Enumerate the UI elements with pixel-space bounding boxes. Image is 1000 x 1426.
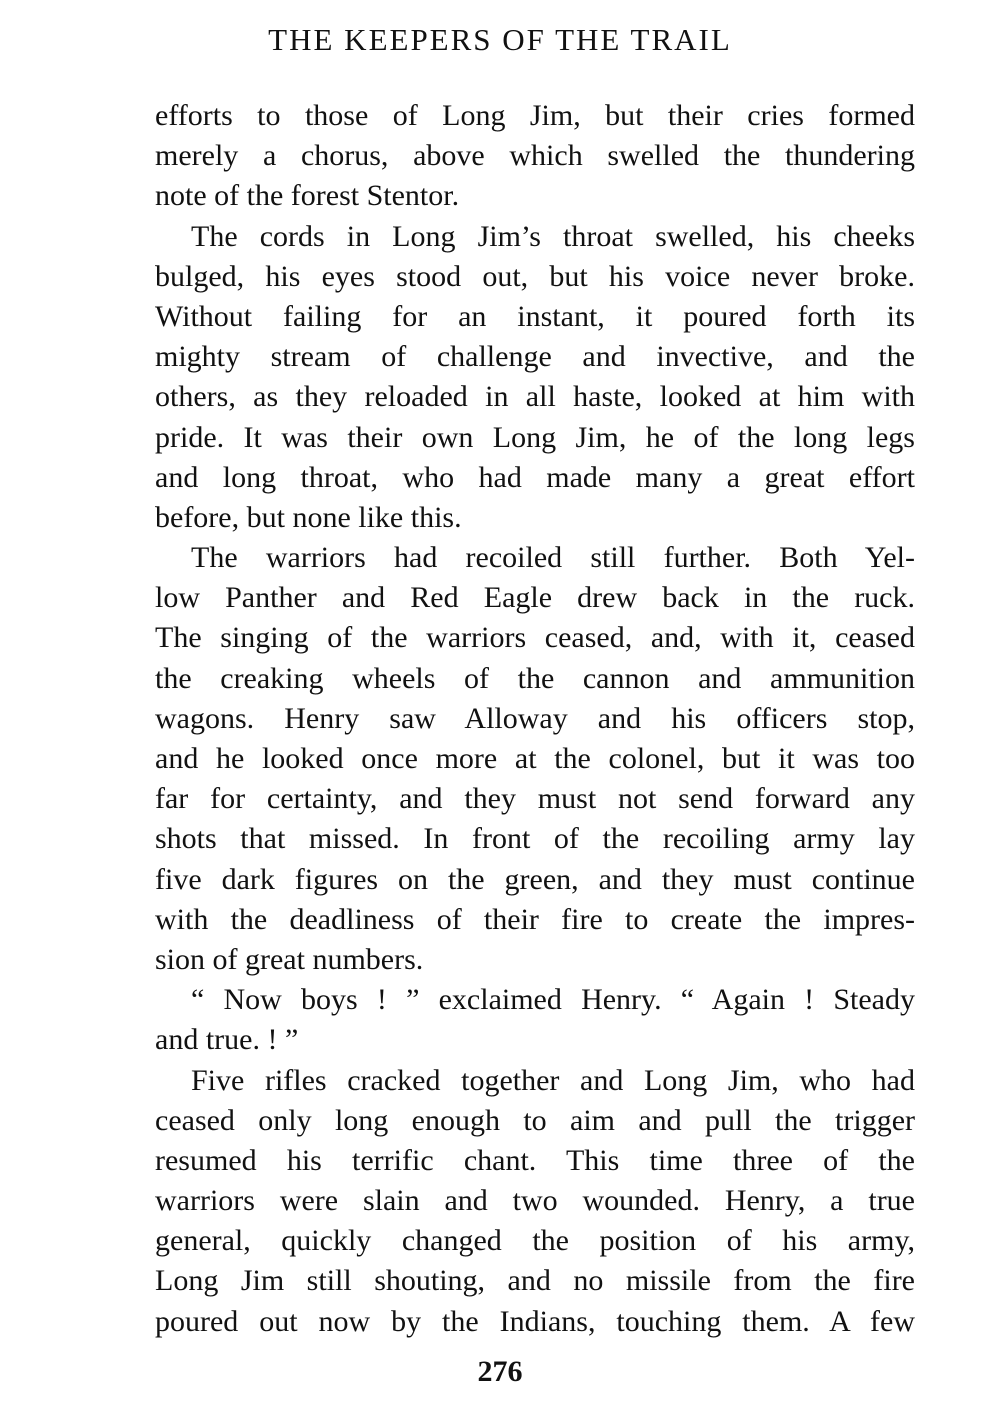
- text-line: low Panther and Red Eagle drew back in the ruck.: [155, 581, 915, 615]
- paragraph-4: [155, 980, 915, 1060]
- text-line: resumed his terrific chant. This time three of the: [155, 1143, 915, 1177]
- text-line: efforts to those of Long Jim, but their cries formed: [155, 99, 915, 132]
- text-line: pride. It was their own Long Jim, he of the long legs: [155, 420, 915, 454]
- text-line: wagons. Henry saw Alloway and his officers stop,: [155, 701, 915, 735]
- text-line: Without failing for an instant, it poured forth its: [155, 299, 915, 333]
- text-line: warriors were slain and two wounded. Henry, a true: [155, 1184, 915, 1218]
- text-line: others, as they reloaded in all haste, looked at him with: [155, 380, 915, 414]
- body-text: [155, 96, 915, 1342]
- text-line: The cords in Long Jim’s throat swelled, his cheeks: [191, 219, 915, 253]
- paragraph-2: [155, 217, 915, 539]
- text-line: mighty stream of challenge and invective, and the: [155, 340, 915, 374]
- text-line: merely a chorus, above which swelled the thundering: [155, 139, 915, 173]
- text-line: note of the forest Stentor.: [155, 179, 460, 213]
- text-line: shots that missed. In front of the recoiling army lay: [155, 822, 915, 856]
- text-line: and true. ! ”: [155, 1023, 299, 1057]
- page-number: 276: [477, 1355, 523, 1388]
- text-line: ceased only long enough to aim and pull the trigger: [155, 1103, 915, 1137]
- text-line: Long Jim still shouting, and no missile from the fire: [155, 1264, 915, 1298]
- text-line: and he looked once more at the colonel, but it was too: [155, 742, 915, 775]
- text-line: Five rifles cracked together and Long Jim, who had: [191, 1063, 915, 1097]
- running-head: THE KEEPERS OF THE TRAIL: [268, 22, 732, 57]
- text-line: “ Now boys ! ” exclaimed Henry. “ Again ! Steady: [191, 983, 915, 1017]
- text-line: the creaking wheels of the cannon and ammunition: [155, 661, 915, 695]
- text-line: and long throat, who had made many a great effort: [155, 460, 915, 494]
- paragraph-5: [155, 1061, 915, 1342]
- text-line: far for certainty, and they must not send forward any: [155, 782, 915, 816]
- paragraph-1: [155, 96, 915, 217]
- text-line: with the deadliness of their fire to create the impres-: [155, 902, 915, 936]
- text-line: general, quickly changed the position of his army,: [155, 1224, 915, 1258]
- text-line: The singing of the warriors ceased, and, with it, ceased: [155, 621, 915, 655]
- text-line: five dark figures on the green, and they must continue: [155, 862, 915, 896]
- text-line: bulged, his eyes stood out, but his voice never broke.: [155, 259, 915, 293]
- text-line: before, but none like this.: [155, 500, 462, 534]
- text-line: sion of great numbers.: [155, 942, 424, 976]
- text-line: poured out now by the Indians, touching them. A few: [155, 1304, 915, 1338]
- paragraph-3: [155, 538, 915, 980]
- text-line: The warriors had recoiled still further. Both Yel-: [191, 541, 915, 575]
